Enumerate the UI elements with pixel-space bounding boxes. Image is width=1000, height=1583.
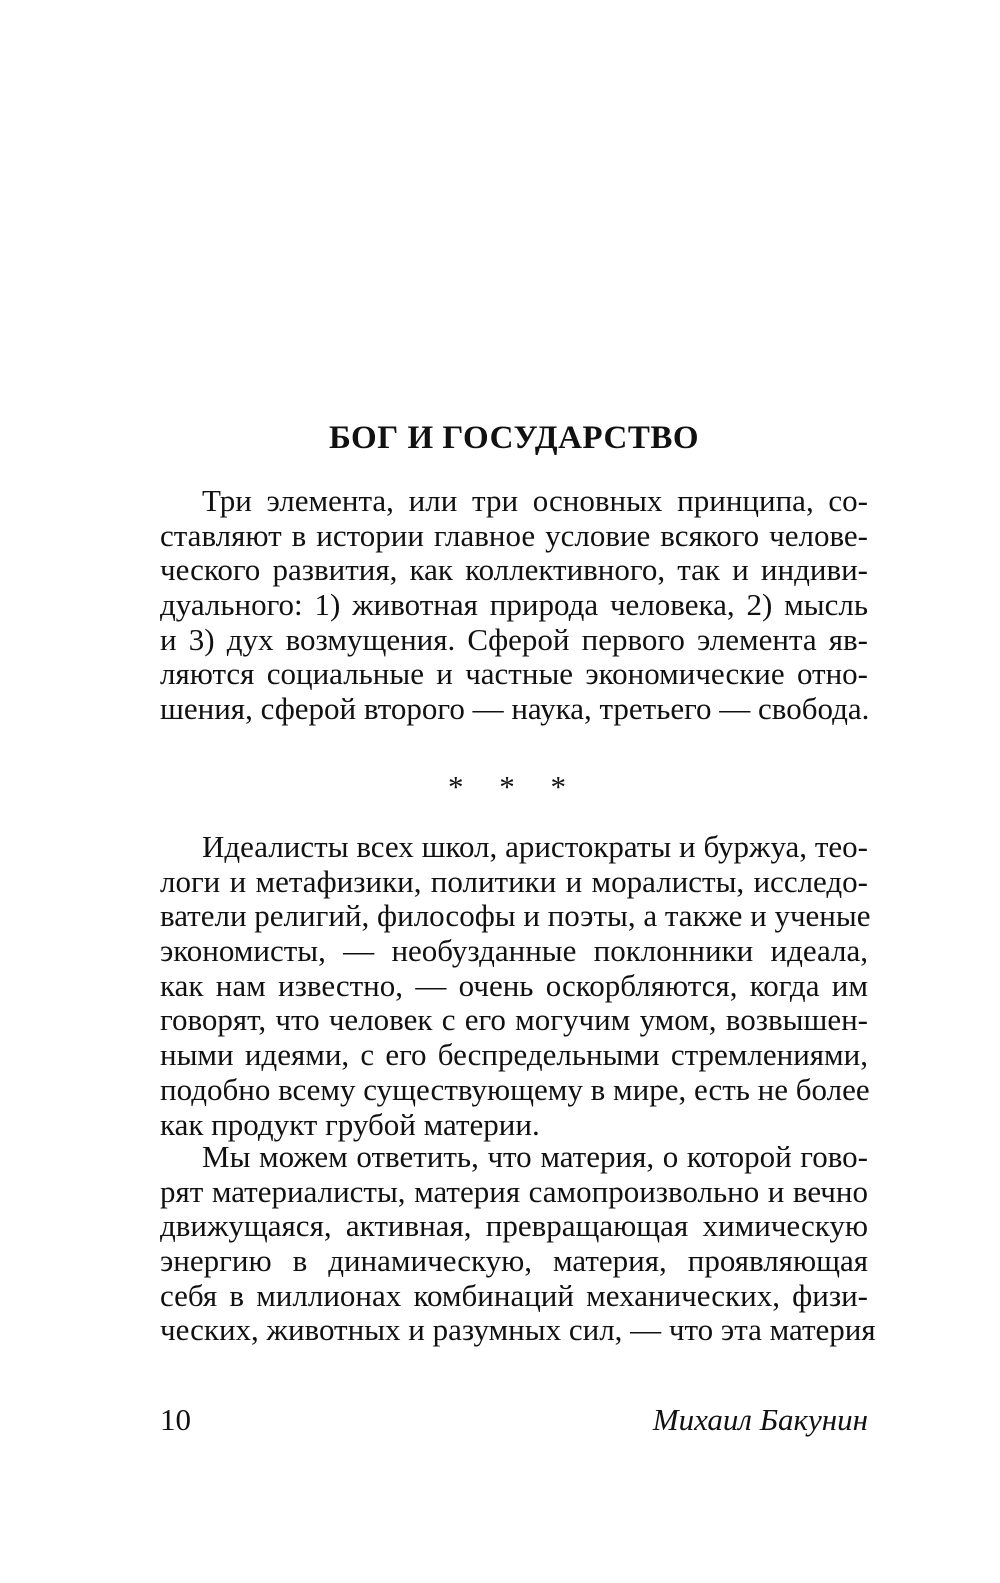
text-line: ватели религий, философы и поэты, а также и ученые <box>160 898 871 934</box>
paragraph-2 <box>160 829 871 1142</box>
page-number: 10 <box>160 1402 191 1437</box>
text-line: и 3) дух возмущения. Сферой первого элемента яв- <box>160 621 868 657</box>
paragraph-3 <box>160 1139 876 1348</box>
text-line: подобно всему существующему в мире, есть не более <box>160 1071 870 1107</box>
running-author: Михаил Бакунин <box>652 1402 868 1437</box>
text-line: Мы можем ответить, что материя, о которой гово- <box>202 1139 868 1174</box>
text-line: рят материалисты, материя самопроизвольно и вечно <box>160 1173 868 1209</box>
text-line: шения, сферой второго — наука, третьего — свобода. <box>160 691 870 727</box>
text-line: Три элемента, или три основных принципа, со- <box>202 483 868 518</box>
text-line: ляются социальные и частные экономические отно- <box>160 656 868 692</box>
section-separator: * * * <box>448 769 580 804</box>
text-line: ческих, животных и разумных сил, — что эта материя <box>160 1312 876 1348</box>
text-line: движущаяся, активная, превращающая химическую <box>160 1208 868 1244</box>
text-line: логи и метафизики, политики и моралисты, исследо- <box>160 863 868 899</box>
text-line: как продукт грубой материи. <box>160 1106 540 1142</box>
text-line: энергию в динамическую, материя, проявляющая <box>160 1243 868 1279</box>
text-line: Идеалисты всех школ, аристократы и буржуа, тео- <box>202 829 868 864</box>
text-line: ческого развития, как коллективного, так и индиви- <box>160 552 868 588</box>
text-line: себя в миллионах комбинаций механических, физи- <box>160 1277 868 1313</box>
text-line: экономисты, — необузданные поклонники идеала, <box>160 933 868 969</box>
text-line: ными идеями, с его беспредельными стремлениями, <box>160 1037 868 1073</box>
text-line: ставляют в истории главное условие всякого челове- <box>160 517 868 553</box>
text-line: как нам известно, — очень оскорбляются, когда им <box>160 967 868 1003</box>
text-line: дуального: 1) животная природа человека, 2) мысль <box>160 587 868 623</box>
text-line: говорят, что человек с его могучим умом, возвышен- <box>160 1002 868 1038</box>
chapter-title: БОГ И ГОСУДАРСТВО <box>328 420 700 456</box>
paragraph-1 <box>160 484 868 727</box>
